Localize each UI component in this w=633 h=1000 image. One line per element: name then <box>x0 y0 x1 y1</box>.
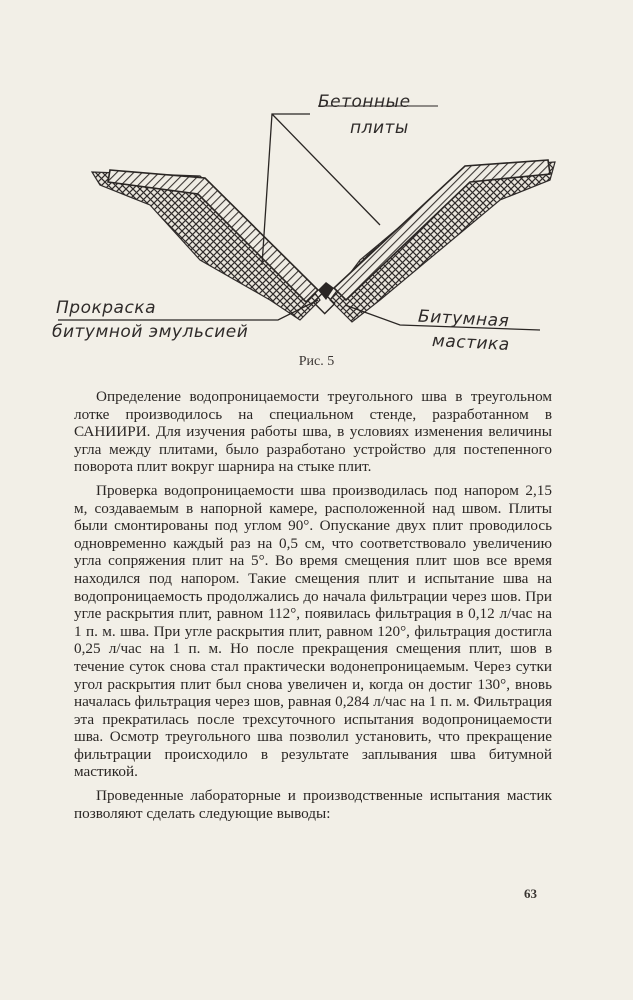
paragraph-3: Проведенные лабораторные и производственные испытания мастик позволяют сделать следующие выводы: <box>74 787 552 822</box>
label-paint-line1: Прокраска <box>56 298 156 318</box>
page-number: 63 <box>524 886 537 901</box>
paragraph-2: Проверка водопроницаемости шва производилась под напором 2,15 м, создаваемым в напорной камере, расположенной над швом. Плиты были смонтированы под углом 90°. Опускание двух плит проводилось одновременно каждый раз на 0,5 см, что соответствовало увеличению угла сопряжения плит на 5°. Во время смещения плит шов все время находился под напором. Такие смещения плит и испытание шва на водопроницаемость продолжались до начала фильтрации через шов. При угле раскрытия плит, равном 112°, появилась фильтрация в 0,12 л/час на 1 п. м. шва. При угле раскрытия плит, равном 120°, фильтрация достигла 0,25 л/час на 1 п. м. Но после прекращения смещения плит, шов в течение суток снова стал практически водонепроницаемым. Через сутки угол раскрытия плит был снова увеличен и, когда он достиг 130°, вновь началась фильтрация через шов, равная 0,284 л/час на 1 п. м. Фильтрация эта прекратилась после трехсуточного испытания водопроницаемости шва. Осмотр треугольного шва позволил установить, что прекращение фильтрации происходило в результате заплывания шва битумной мастикой. <box>74 481 552 781</box>
figure-caption: Рис. 5 <box>298 354 335 369</box>
figure-5 <box>0 0 633 390</box>
label-paint-line2: битумной эмульсией <box>52 322 249 342</box>
label-concrete-plates-line1: Бетонные <box>318 92 411 112</box>
label-concrete-plates-line2: плиты <box>350 118 409 138</box>
label-mastic-line2: мастика <box>431 330 511 356</box>
paragraph-1: Определение водопроницаемости треугольного шва в треугольном лотке производилось на специальном стенде, разработанном в САНИИРИ. Для изучения работы шва, в условиях изменения величины угла между плитами, было разработано устройство для постепенного поворота плит вокруг шарнира на стыке плит. <box>74 388 552 476</box>
label-mastic-line1: Битумная <box>417 306 510 332</box>
body-text <box>74 388 552 822</box>
